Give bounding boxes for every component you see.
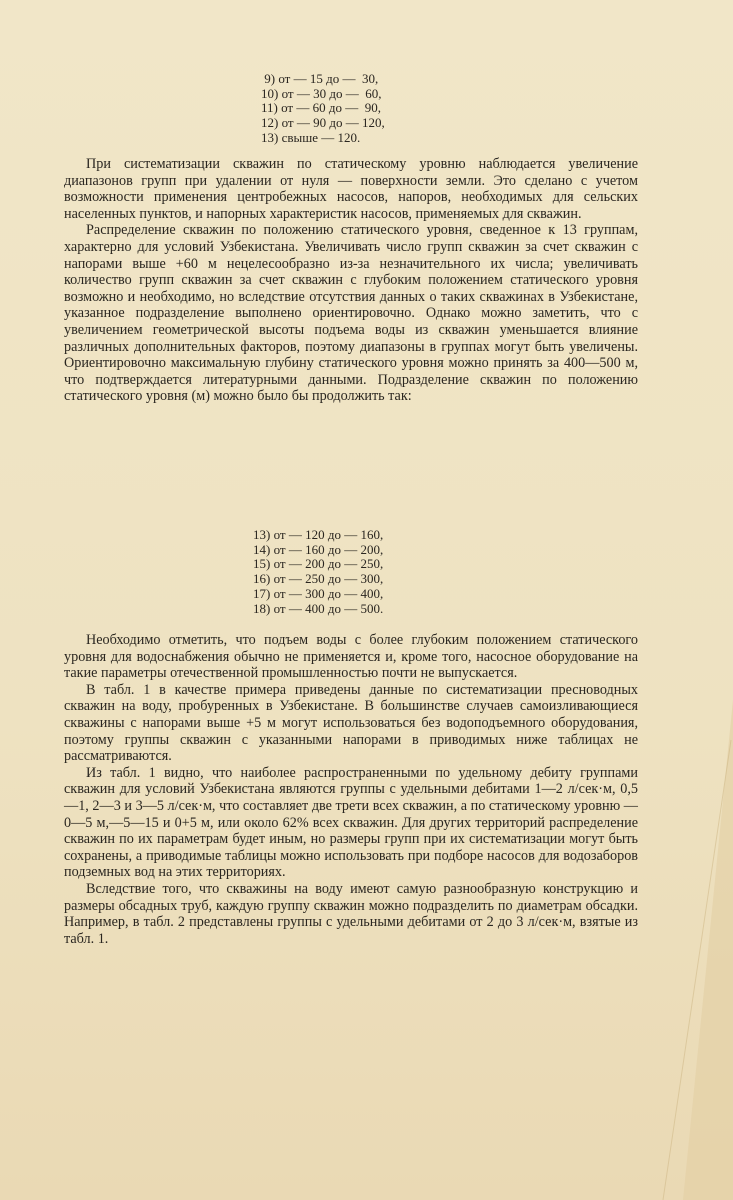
list-item: 13) от — 120 до — 160, bbox=[253, 527, 384, 542]
group-list-extended bbox=[253, 528, 383, 616]
list-item: 10) от — 30 до — 60, bbox=[261, 85, 382, 101]
list-item: 9) от — 15 до — 30, bbox=[261, 71, 379, 86]
paragraph: Вследствие того, что скважины на воду имеют самую разнообразную конструкцию и размеры обсадных труб, каждую группу скважин можно подразделить по диаметрам обсадки. Например, в табл. 2 представлены группы с удельными дебитами от 2 до 3 л/сек·м, взятые из табл. 1. bbox=[64, 880, 638, 947]
list-item: 11) от — 60 до — 90, bbox=[261, 100, 381, 116]
text-block-1 bbox=[64, 156, 638, 405]
list-item: 16) от — 250 до — 300, bbox=[253, 571, 384, 587]
list-item: 12) от — 90 до — 120, bbox=[261, 115, 385, 131]
list-item: 17) от — 300 до — 400, bbox=[253, 585, 384, 601]
group-list-top bbox=[261, 72, 385, 146]
list-item: 15) от — 200 до — 250, bbox=[253, 556, 384, 572]
paragraph: В табл. 1 в качестве примера приведены данные по систематизации пресноводных скважин на воду, пробуренных в Узбекистане. В большинстве случаев самоизливающиеся скважины с напорами выше +5 м могут использоваться без водоподъемного оборудования, поэтому группы скважин с указанными напорами в приводимых ниже таблицах не рассматриваются. bbox=[64, 681, 638, 765]
paragraph: Распределение скважин по положению статического уровня, сведенное к 13 группам, характерно для условий Узбекистана. Увеличивать число групп скважин за счет скважин с напорами выше +60 м нецелесообразно из-за незначительного их числа; увеличивать количество групп скважин за счет скважин с глубоким положением статического уровня возможно и необходимо, но вследствие отсутствия данных о таких скважинах в Узбекистане, указанное подразделение выполнено ориентировочно. Однако можно заметить, что с увеличением геометрической высоты подъема воды из скважин уменьшается влияние различных дополнительных факторов, поэтому диапазоны в группах могут быть увеличены. Ориентировочно максимальную глубину статического уровня можно принять за 400—500 м, что подтверждается литературными данными. Подразделение скважин по положению статического уровня (м) можно было бы продолжить так: bbox=[64, 222, 638, 405]
list-item: 18) от — 400 до — 500. bbox=[253, 600, 384, 616]
text-block-2 bbox=[64, 632, 638, 947]
paragraph: При систематизации скважин по статическому уровню наблюдается увеличение диапазонов групп при удалении от нуля — поверхности земли. Это сделано с учетом возможности применения центробежных насосов, напоров, необходимых для сельских населенных пунктов, и напорных характеристик насосов, применяемых для скважин. bbox=[64, 156, 638, 222]
paragraph: Из табл. 1 видно, что наиболее распространенными по удельному дебиту группами скважин для условий Узбекистана являются группы с удельными дебитами 1—2 л/сек·м, 0,5—1, 2—3 и 3—5 л/сек·м, что составляет две трети всех скважин, а по статическому уровню — 0—5 м,—5—15 и 0+5 м, или около 62% всех скважин. Для других территорий распределение скважин по их параметрам будет иным, но размеры групп при их систематизации могут быть сохранены, а приводимые таблицы можно использовать при подборе насосов для водозаборов подземных вод на этих территориях. bbox=[64, 764, 638, 881]
list-item: 13) свыше — 120. bbox=[261, 129, 361, 145]
paragraph: Необходимо отметить, что подъем воды с более глубоким положением статического уровня для водоснабжения обычно не применяется и, кроме того, насосное оборудование на такие параметры отечественной промышленностью почти не выпускается. bbox=[64, 632, 638, 682]
list-item: 14) от — 160 до — 200, bbox=[253, 541, 384, 557]
